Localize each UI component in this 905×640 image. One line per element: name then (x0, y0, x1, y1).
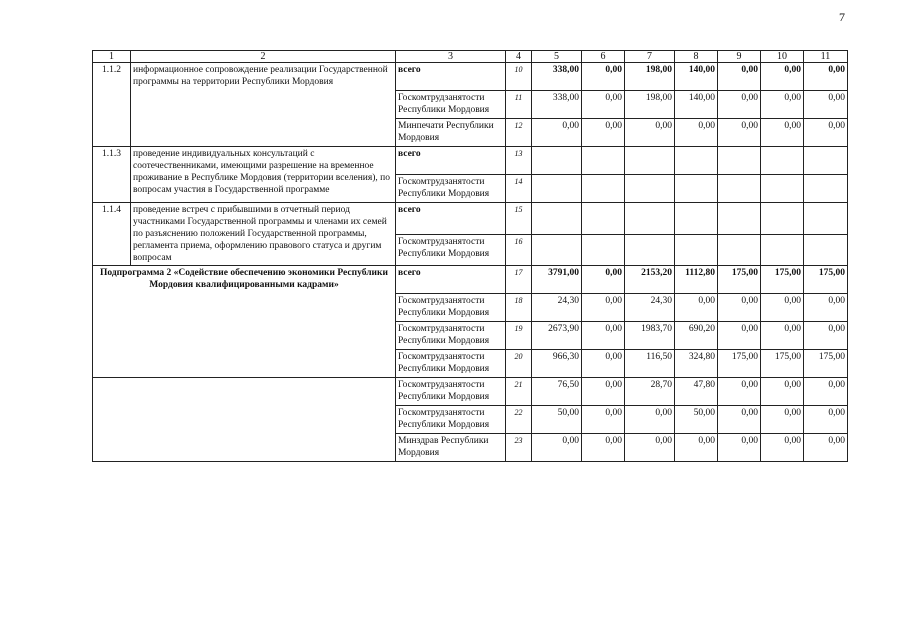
item-title-cell: информационное сопровождение реализации Государственной программы на территории Республики Мордовия (131, 63, 396, 147)
value-cell: 175,00 (761, 350, 804, 378)
value-cell (718, 234, 761, 266)
value-cell: 175,00 (804, 266, 848, 294)
value-cell: 0,00 (804, 63, 848, 91)
value-cell: 324,80 (675, 350, 718, 378)
executor-cell: всего (396, 203, 506, 235)
value-cell (582, 147, 625, 175)
value-cell: 198,00 (625, 91, 675, 119)
value-cell: 0,00 (625, 406, 675, 434)
value-cell: 50,00 (532, 406, 582, 434)
value-cell: 0,00 (804, 406, 848, 434)
value-cell: 0,00 (625, 119, 675, 147)
line-number-cell: 23 (506, 434, 532, 462)
line-number-cell: 12 (506, 119, 532, 147)
item-code-cell: 1.1.4 (93, 203, 131, 266)
value-cell: 116,50 (625, 350, 675, 378)
value-cell: 0,00 (582, 406, 625, 434)
column-header: 7 (625, 51, 675, 63)
header-row (93, 51, 848, 63)
value-cell: 0,00 (804, 294, 848, 322)
column-header: 8 (675, 51, 718, 63)
value-cell (718, 147, 761, 175)
value-cell: 0,00 (804, 434, 848, 462)
value-cell: 0,00 (582, 378, 625, 406)
value-cell: 175,00 (761, 266, 804, 294)
value-cell: 175,00 (804, 350, 848, 378)
value-cell: 0,00 (582, 266, 625, 294)
item-code-cell: 1.1.2 (93, 63, 131, 147)
value-cell: 0,00 (804, 119, 848, 147)
value-cell (625, 147, 675, 175)
value-cell: 0,00 (761, 378, 804, 406)
column-header: 10 (761, 51, 804, 63)
column-header: 6 (582, 51, 625, 63)
value-cell: 0,00 (582, 434, 625, 462)
page-number: 7 (839, 10, 845, 24)
item-title-cell: проведение встреч с прибывшими в отчетный период участниками Государственной программы и членами их семей по разъяснению положений Государственной программы, регламента приема, оформлению правового статуса и другим вопросам (131, 203, 396, 266)
value-cell (675, 147, 718, 175)
value-cell (718, 175, 761, 203)
value-cell: 24,30 (625, 294, 675, 322)
value-cell: 3791,00 (532, 266, 582, 294)
budget-table (92, 50, 848, 462)
value-cell: 338,00 (532, 63, 582, 91)
column-header: 5 (532, 51, 582, 63)
line-number-cell: 21 (506, 378, 532, 406)
value-cell (675, 203, 718, 235)
value-cell: 0,00 (582, 91, 625, 119)
value-cell (582, 175, 625, 203)
value-cell (718, 203, 761, 235)
value-cell (625, 234, 675, 266)
value-cell: 0,00 (718, 294, 761, 322)
column-header: 2 (131, 51, 396, 63)
value-cell: 0,00 (675, 294, 718, 322)
value-cell: 0,00 (761, 434, 804, 462)
value-cell: 1112,80 (675, 266, 718, 294)
value-cell: 28,70 (625, 378, 675, 406)
value-cell: 966,30 (532, 350, 582, 378)
value-cell: 0,00 (804, 91, 848, 119)
item-code-cell: 1.1.3 (93, 147, 131, 203)
value-cell (625, 203, 675, 235)
value-cell (804, 203, 848, 235)
value-cell: 0,00 (532, 119, 582, 147)
value-cell (761, 203, 804, 235)
column-header: 9 (718, 51, 761, 63)
value-cell (804, 234, 848, 266)
value-cell: 175,00 (718, 350, 761, 378)
executor-cell: Госкомтрудзанятости Республики Мордовия (396, 378, 506, 406)
value-cell: 140,00 (675, 91, 718, 119)
executor-cell: Госкомтрудзанятости Республики Мордовия (396, 234, 506, 266)
value-cell: 0,00 (675, 119, 718, 147)
line-number-cell: 13 (506, 147, 532, 175)
value-cell (532, 203, 582, 235)
value-cell: 2673,90 (532, 322, 582, 350)
executor-cell: Минздрав Республики Мордовия (396, 434, 506, 462)
column-header: 4 (506, 51, 532, 63)
table-row (93, 147, 848, 175)
value-cell: 0,00 (675, 434, 718, 462)
value-cell: 690,20 (675, 322, 718, 350)
value-cell: 50,00 (675, 406, 718, 434)
value-cell: 0,00 (718, 406, 761, 434)
executor-cell: всего (396, 147, 506, 175)
value-cell (675, 234, 718, 266)
value-cell (532, 147, 582, 175)
line-number-cell: 15 (506, 203, 532, 235)
value-cell: 175,00 (718, 266, 761, 294)
executor-cell: Госкомтрудзанятости Республики Мордовия (396, 406, 506, 434)
line-number-cell: 16 (506, 234, 532, 266)
value-cell: 0,00 (718, 119, 761, 147)
value-cell (804, 175, 848, 203)
value-cell: 0,00 (718, 378, 761, 406)
table-row (93, 63, 848, 91)
column-header: 1 (93, 51, 131, 63)
executor-cell: Госкомтрудзанятости Республики Мордовия (396, 350, 506, 378)
line-number-cell: 14 (506, 175, 532, 203)
value-cell: 0,00 (761, 63, 804, 91)
value-cell: 0,00 (582, 322, 625, 350)
line-number-cell: 17 (506, 266, 532, 294)
value-cell: 0,00 (582, 350, 625, 378)
value-cell: 0,00 (582, 294, 625, 322)
value-cell (761, 147, 804, 175)
value-cell: 338,00 (532, 91, 582, 119)
table-row (93, 378, 848, 406)
value-cell: 0,00 (761, 119, 804, 147)
value-cell: 0,00 (718, 63, 761, 91)
value-cell: 0,00 (804, 322, 848, 350)
value-cell: 24,30 (532, 294, 582, 322)
value-cell (532, 175, 582, 203)
value-cell: 0,00 (718, 91, 761, 119)
value-cell (675, 175, 718, 203)
executor-cell: всего (396, 266, 506, 294)
value-cell: 0,00 (718, 322, 761, 350)
executor-cell: Госкомтрудзанятости Республики Мордовия (396, 322, 506, 350)
executor-cell: Госкомтрудзанятости Республики Мордовия (396, 175, 506, 203)
value-cell: 0,00 (532, 434, 582, 462)
column-header: 11 (804, 51, 848, 63)
value-cell: 198,00 (625, 63, 675, 91)
value-cell (625, 175, 675, 203)
value-cell: 0,00 (718, 434, 761, 462)
value-cell: 0,00 (582, 63, 625, 91)
table-row (93, 266, 848, 294)
value-cell: 1983,70 (625, 322, 675, 350)
line-number-cell: 19 (506, 322, 532, 350)
executor-cell: Госкомтрудзанятости Республики Мордовия (396, 91, 506, 119)
value-cell: 140,00 (675, 63, 718, 91)
value-cell (532, 234, 582, 266)
value-cell: 0,00 (761, 294, 804, 322)
value-cell: 47,80 (675, 378, 718, 406)
column-header: 3 (396, 51, 506, 63)
line-number-cell: 11 (506, 91, 532, 119)
value-cell: 0,00 (761, 406, 804, 434)
value-cell: 2153,20 (625, 266, 675, 294)
value-cell: 0,00 (761, 322, 804, 350)
value-cell (804, 147, 848, 175)
line-number-cell: 22 (506, 406, 532, 434)
table-row (93, 203, 848, 235)
line-number-cell: 20 (506, 350, 532, 378)
value-cell: 76,50 (532, 378, 582, 406)
value-cell (582, 234, 625, 266)
line-number-cell: 10 (506, 63, 532, 91)
empty-title-cell (93, 378, 396, 462)
subprogram-title-cell: Подпрограмма 2 «Содействие обеспечению экономики Республики Мордовия квалифицированными кадрами» (93, 266, 396, 378)
value-cell (761, 234, 804, 266)
value-cell: 0,00 (804, 378, 848, 406)
executor-cell: всего (396, 63, 506, 91)
value-cell (761, 175, 804, 203)
executor-cell: Госкомтрудзанятости Республики Мордовия (396, 294, 506, 322)
executor-cell: Минпечати Республики Мордовия (396, 119, 506, 147)
line-number-cell: 18 (506, 294, 532, 322)
item-title-cell: проведение индивидуальных консультаций с соотечественниками, имеющими разрешение на временное проживание в Республике Мордовия (территории вселения), по вопросам участия в Государственной программе (131, 147, 396, 203)
value-cell: 0,00 (761, 91, 804, 119)
value-cell: 0,00 (582, 119, 625, 147)
value-cell: 0,00 (625, 434, 675, 462)
value-cell (582, 203, 625, 235)
